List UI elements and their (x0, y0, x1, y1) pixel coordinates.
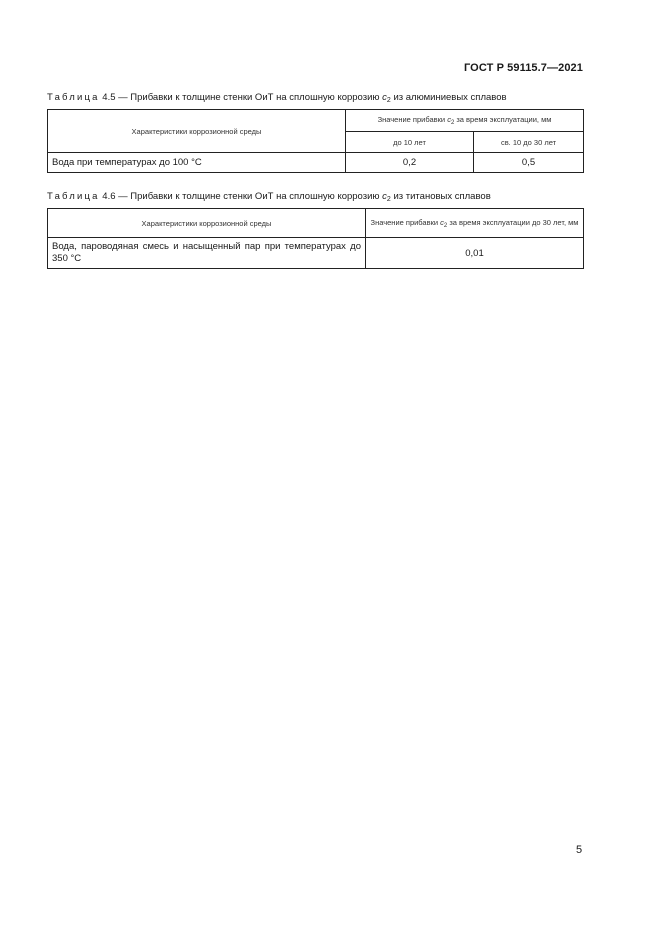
cell-value-10: 0,2 (346, 153, 474, 173)
col-header-variable: c (440, 217, 444, 227)
col-header-subscript: 2 (450, 120, 455, 126)
table-4-6 (47, 208, 584, 269)
cell-value: 0,01 (366, 238, 584, 269)
cell-environment: Вода, пароводяная смесь и насыщенный пар при температурах до 350 °С (48, 238, 366, 269)
page-number: 5 (576, 844, 583, 856)
col-header-value-text: Значение прибавки (370, 217, 441, 227)
col-header-value (346, 110, 584, 132)
caption-label: Таблица (47, 92, 100, 103)
caption-subscript: 2 (386, 196, 391, 203)
sub-header-10-30-years: св. 10 до 30 лет (474, 132, 584, 153)
caption-text: 4.6 — Прибавки к толщине стенки ОиТ на сплошную коррозию (99, 191, 383, 202)
caption-variable: c (382, 92, 387, 103)
sub-header-10-years: до 10 лет (346, 132, 474, 153)
col-header-environment: Характеристики коррозионной среды (48, 110, 346, 153)
cell-environment: Вода при температурах до 100 °С (48, 153, 346, 173)
caption-text: 4.5 — Прибавки к толщине стенки ОиТ на сплошную коррозию (99, 92, 383, 103)
col-header-subscript: 2 (443, 222, 448, 229)
col-header-value (366, 209, 584, 238)
table-4-5-caption (47, 92, 507, 104)
table-row (48, 238, 584, 269)
caption-subscript: 2 (386, 97, 391, 104)
table-4-5 (47, 109, 584, 173)
caption-text-end: из алюминиевых сплавов (390, 92, 507, 103)
table-4-6-caption (47, 191, 491, 203)
col-header-value-text-end: за время эксплуатации, мм (454, 115, 552, 124)
caption-label: Таблица (47, 191, 100, 202)
col-header-value-text: Значение прибавки (377, 115, 448, 124)
cell-value-30: 0,5 (474, 153, 584, 173)
col-header-value-text-end: за время эксплуатации до 30 лет, мм (447, 217, 579, 227)
col-header-environment: Характеристики коррозионной среды (48, 209, 366, 238)
caption-variable: c (382, 191, 387, 202)
document-id: ГОСТ Р 59115.7—2021 (463, 62, 583, 74)
table-row (48, 153, 584, 173)
col-header-variable: c (447, 115, 451, 124)
caption-text-end: из титановых сплавов (390, 191, 491, 202)
